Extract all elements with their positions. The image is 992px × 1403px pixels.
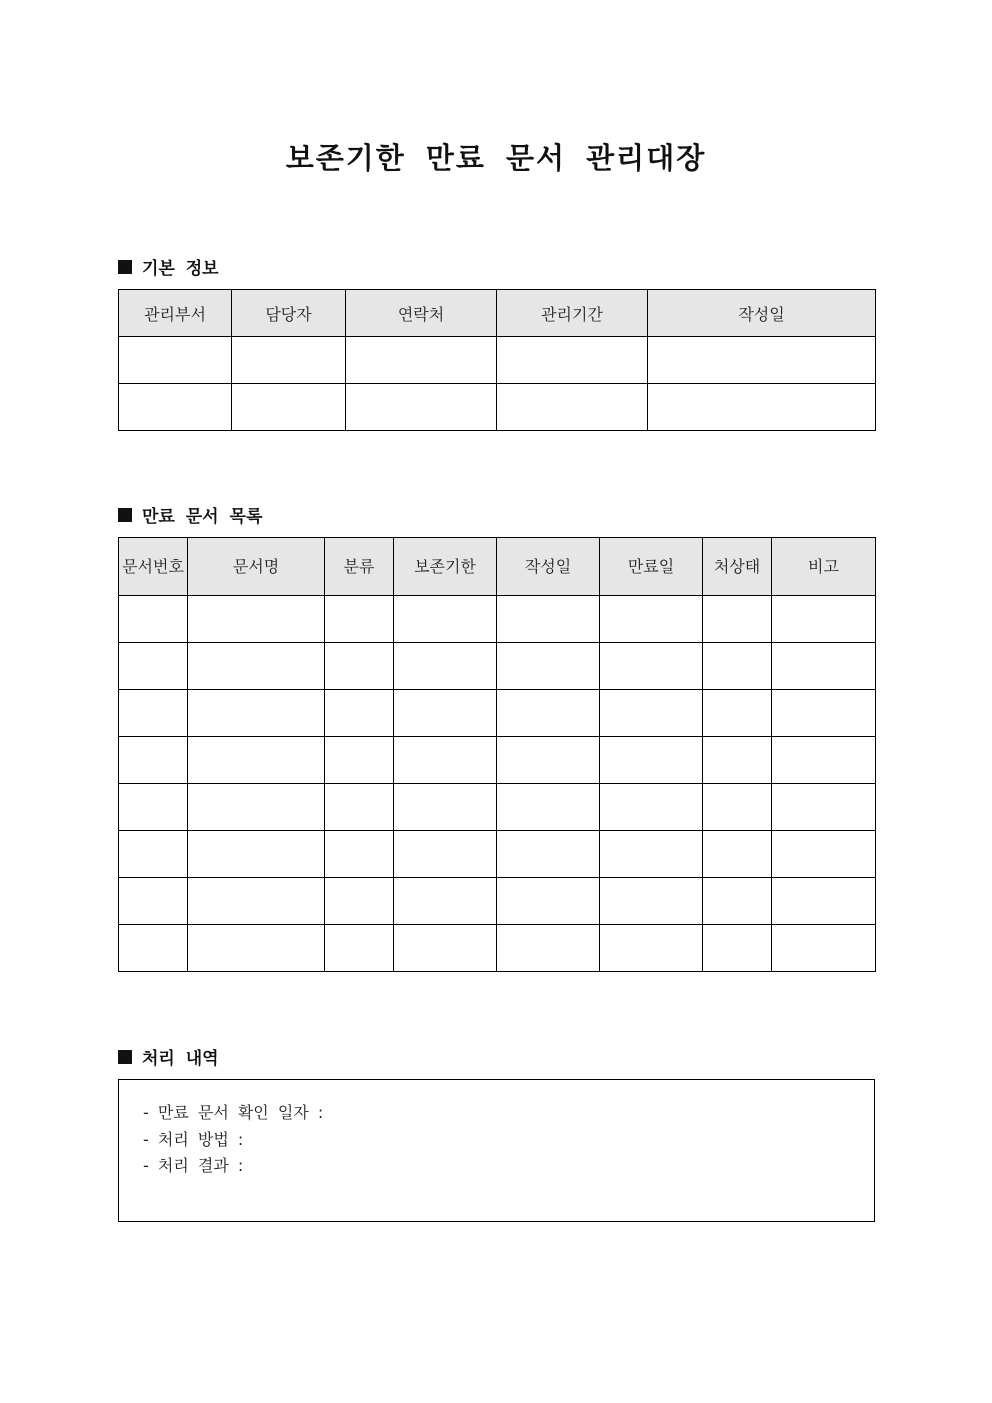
table-cell[interactable] <box>703 643 772 690</box>
table-cell[interactable] <box>648 337 876 384</box>
table-row <box>119 784 876 831</box>
table-cell[interactable] <box>188 737 325 784</box>
table-cell[interactable] <box>600 878 703 925</box>
table-cell[interactable] <box>772 878 876 925</box>
header-cell-expiry-date: 만료일 <box>600 538 703 596</box>
table-cell[interactable] <box>497 384 648 431</box>
table-cell[interactable] <box>188 925 325 972</box>
table-cell[interactable] <box>119 337 232 384</box>
table-cell[interactable] <box>188 831 325 878</box>
table-row <box>119 643 876 690</box>
page-title: 보존기한 만료 문서 관리대장 <box>285 141 707 175</box>
section-heading-list <box>118 502 262 527</box>
section-heading-process-text: 처리 내역 <box>142 1049 219 1069</box>
table-row <box>119 690 876 737</box>
table-cell[interactable] <box>772 737 876 784</box>
table-cell[interactable] <box>497 878 600 925</box>
table-cell[interactable] <box>325 596 394 643</box>
table-cell[interactable] <box>325 925 394 972</box>
header-cell-created-date: 작성일 <box>497 538 600 596</box>
table-cell[interactable] <box>497 337 648 384</box>
table-cell[interactable] <box>497 596 600 643</box>
table-cell[interactable] <box>497 784 600 831</box>
table-cell[interactable] <box>188 690 325 737</box>
table-cell[interactable] <box>703 831 772 878</box>
process-line-method: - 처리 방법 : <box>143 1129 244 1149</box>
square-bullet-icon <box>118 508 132 522</box>
process-line-confirm-date: - 만료 문서 확인 일자 : <box>143 1103 324 1122</box>
table-cell[interactable] <box>394 643 497 690</box>
table-cell[interactable] <box>703 737 772 784</box>
header-cell-contact: 연락처 <box>346 290 497 337</box>
table-cell[interactable] <box>346 337 497 384</box>
table-header-row <box>119 538 876 596</box>
table-row <box>119 596 876 643</box>
table-cell[interactable] <box>600 737 703 784</box>
table-cell[interactable] <box>188 596 325 643</box>
table-cell[interactable] <box>600 925 703 972</box>
header-cell-status: 처상태 <box>703 538 772 596</box>
table-cell[interactable] <box>188 643 325 690</box>
table-cell[interactable] <box>188 878 325 925</box>
table-cell[interactable] <box>497 831 600 878</box>
table-cell[interactable] <box>497 643 600 690</box>
table-cell[interactable] <box>772 925 876 972</box>
process-line-result: - 처리 결과 : <box>143 1156 244 1175</box>
table-row <box>119 337 876 384</box>
table-cell[interactable] <box>325 831 394 878</box>
header-cell-retention-period: 보존기한 <box>394 538 497 596</box>
table-cell[interactable] <box>119 690 188 737</box>
table-cell[interactable] <box>188 784 325 831</box>
table-cell[interactable] <box>648 384 876 431</box>
header-cell-department: 관리부서 <box>119 290 232 337</box>
table-cell[interactable] <box>772 784 876 831</box>
table-cell[interactable] <box>119 925 188 972</box>
table-cell[interactable] <box>325 784 394 831</box>
table-cell[interactable] <box>325 737 394 784</box>
table-row <box>119 737 876 784</box>
table-cell[interactable] <box>497 925 600 972</box>
header-cell-category: 분류 <box>325 538 394 596</box>
table-cell[interactable] <box>119 596 188 643</box>
table-cell[interactable] <box>325 643 394 690</box>
table-cell[interactable] <box>600 643 703 690</box>
table-row <box>119 831 876 878</box>
basic-info-table <box>118 289 876 431</box>
table-cell[interactable] <box>600 596 703 643</box>
header-cell-created-date: 작성일 <box>648 290 876 337</box>
table-cell[interactable] <box>119 784 188 831</box>
table-cell[interactable] <box>346 384 497 431</box>
table-cell[interactable] <box>119 384 232 431</box>
table-row <box>119 878 876 925</box>
table-cell[interactable] <box>600 690 703 737</box>
table-cell[interactable] <box>394 690 497 737</box>
table-cell[interactable] <box>703 690 772 737</box>
table-cell[interactable] <box>394 737 497 784</box>
table-cell[interactable] <box>600 784 703 831</box>
table-cell[interactable] <box>772 690 876 737</box>
section-heading-basic <box>118 254 219 279</box>
table-cell[interactable] <box>703 878 772 925</box>
header-cell-remarks: 비고 <box>772 538 876 596</box>
table-cell[interactable] <box>600 831 703 878</box>
table-row <box>119 384 876 431</box>
table-cell[interactable] <box>232 337 346 384</box>
header-cell-manager: 담당자 <box>232 290 346 337</box>
table-cell[interactable] <box>394 596 497 643</box>
process-history-box[interactable] <box>118 1079 875 1222</box>
table-cell[interactable] <box>772 643 876 690</box>
table-cell[interactable] <box>772 831 876 878</box>
table-cell[interactable] <box>394 831 497 878</box>
table-cell[interactable] <box>119 737 188 784</box>
table-cell[interactable] <box>325 878 394 925</box>
expired-document-table <box>118 537 876 972</box>
table-cell[interactable] <box>325 690 394 737</box>
table-cell[interactable] <box>119 831 188 878</box>
table-cell[interactable] <box>703 596 772 643</box>
table-header-row <box>119 290 876 337</box>
table-cell[interactable] <box>232 384 346 431</box>
section-heading-basic-text: 기본 정보 <box>142 259 219 279</box>
table-cell[interactable] <box>772 596 876 643</box>
table-row <box>119 925 876 972</box>
table-cell[interactable] <box>119 878 188 925</box>
header-cell-doc-number: 문서번호 <box>119 538 188 596</box>
process-lines <box>143 1100 323 1180</box>
table-cell[interactable] <box>394 925 497 972</box>
table-cell[interactable] <box>119 643 188 690</box>
table-cell[interactable] <box>703 784 772 831</box>
square-bullet-icon <box>118 260 132 274</box>
table-cell[interactable] <box>394 784 497 831</box>
table-cell[interactable] <box>703 925 772 972</box>
section-heading-process <box>118 1044 219 1069</box>
table-cell[interactable] <box>394 878 497 925</box>
square-bullet-icon <box>118 1050 132 1064</box>
header-cell-doc-name: 문서명 <box>188 538 325 596</box>
table-cell[interactable] <box>497 690 600 737</box>
header-cell-period: 관리기간 <box>497 290 648 337</box>
section-heading-list-text: 만료 문서 목록 <box>142 507 263 527</box>
table-cell[interactable] <box>497 737 600 784</box>
